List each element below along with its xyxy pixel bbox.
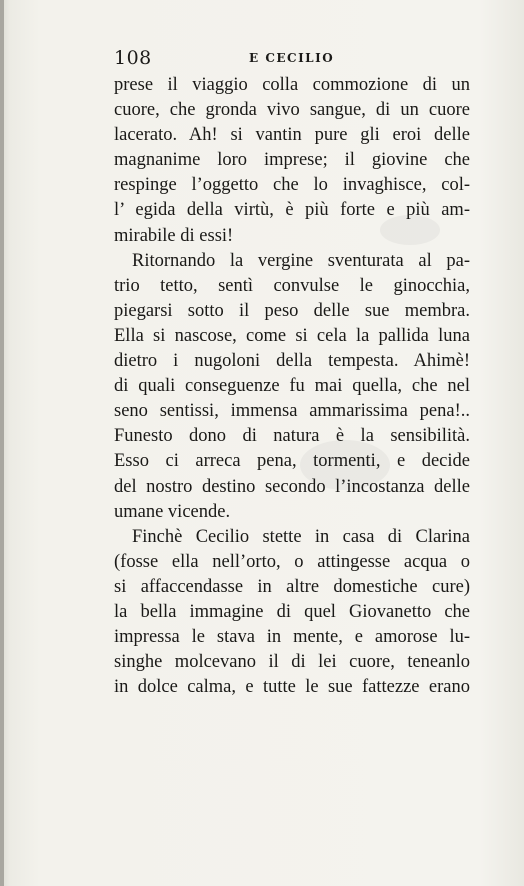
text-line: piegarsi sotto il peso delle sue membra.	[114, 300, 470, 321]
text-line: (fosse ella nell’orto, o attingesse acqua o	[114, 551, 470, 572]
page-number: 108	[114, 47, 152, 69]
text-line: Funesto dono di natura è la sensibilità.	[114, 426, 470, 447]
text-line: Finchè Cecilio stette in casa di Clarina	[132, 526, 470, 547]
text-line: dietro i nugoloni della tempesta. Ahimè!	[114, 351, 470, 372]
text-line: prese il viaggio colla commozione di un	[114, 75, 470, 95]
text-line: Esso ci arreca pena, tormenti, e decide	[114, 451, 470, 472]
text-line: Ritornando la vergine sventurata al pa-	[132, 250, 470, 271]
text-line: umane vicende.	[114, 501, 231, 522]
text-line: singhe molcevano il di lei cuore, teneanlo	[114, 652, 470, 673]
paragraph	[114, 249, 470, 525]
text-line: del nostro destino secondo l’incostanza delle	[114, 476, 470, 497]
text-line: si affaccendasse in altre domestiche cure)	[114, 576, 470, 597]
text-line: in dolce calma, e tutte le sue fattezze erano	[114, 677, 470, 698]
paragraph	[114, 525, 470, 701]
text-line: lacerato. Ah! si vantin pure gli eroi delle	[114, 125, 470, 146]
text-line: magnanime loro imprese; il giovine che	[114, 150, 470, 171]
page-spine-edge	[0, 0, 4, 886]
text-line: l’ egida della virtù, è più forte e più am-	[114, 200, 470, 221]
text-line: di quali conseguenze fu mai quella, che nel	[114, 376, 470, 397]
paragraph	[114, 73, 470, 249]
text-line: impressa le stava in mente, e amorose lu-	[114, 627, 470, 648]
text-line: la bella immagine di quel Giovanetto che	[114, 601, 470, 622]
page-header	[114, 47, 470, 71]
body-text	[114, 73, 470, 700]
text-line: Ella si nascose, come si cela la pallida luna	[114, 325, 470, 346]
text-line: mirabile di essi!	[114, 225, 234, 246]
running-title: E CECILIO	[249, 51, 335, 65]
text-line: seno sentissi, immensa ammarissima pena!..	[114, 401, 470, 422]
text-line: trio tetto, sentì convulse le ginocchia,	[114, 275, 470, 296]
text-line: cuore, che gronda vivo sangue, di un cuore	[114, 100, 470, 121]
text-line: respinge l’oggetto che lo invaghisce, col-	[114, 175, 470, 196]
